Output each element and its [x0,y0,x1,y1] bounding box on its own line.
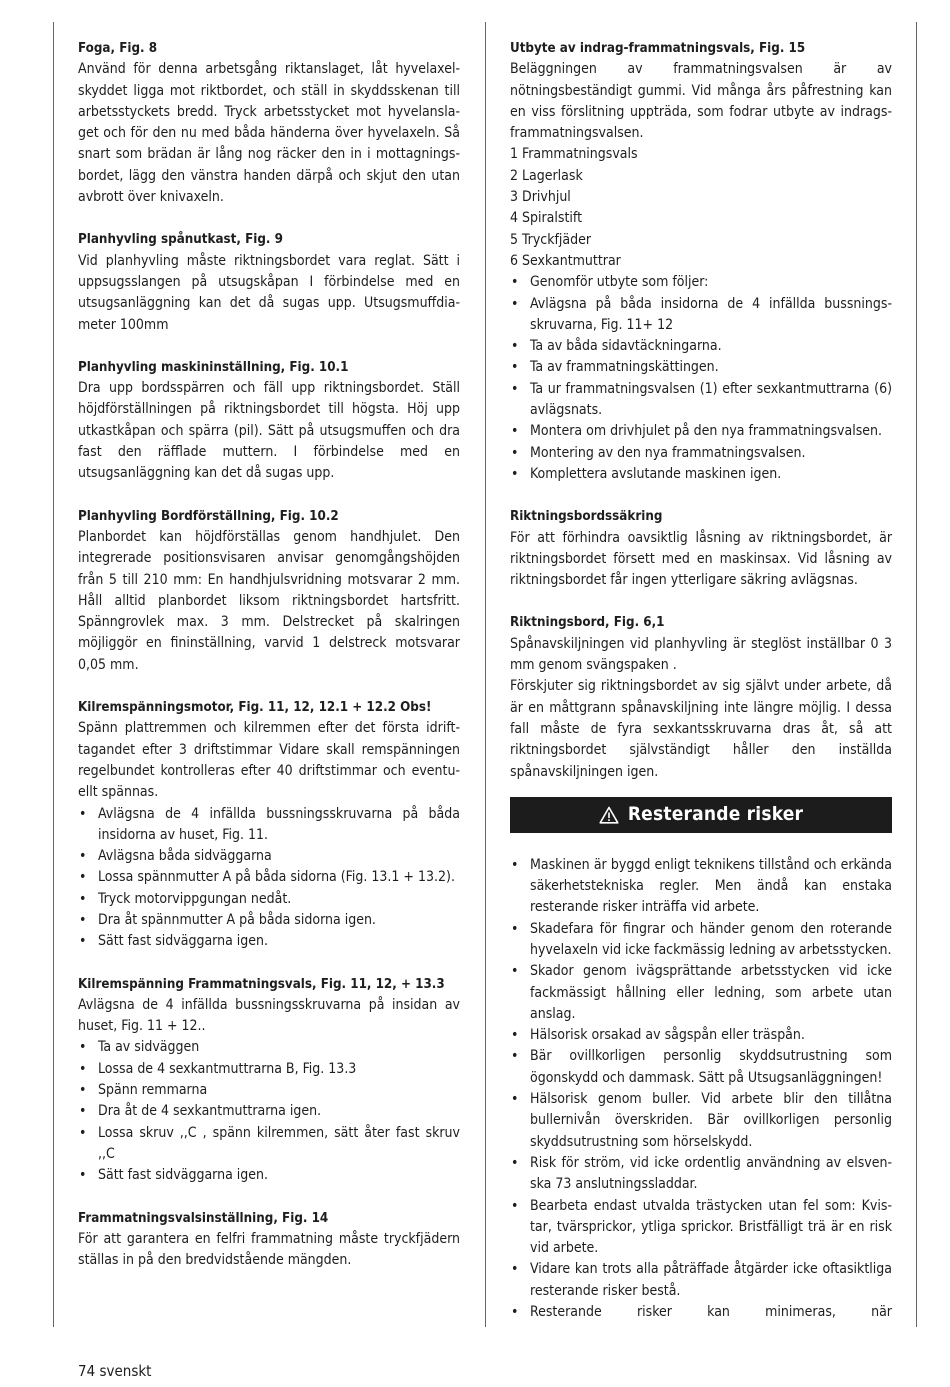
parts-list-item: 6 Sexkantmuttrar [510,252,621,269]
section-kilremspanningsmotor [78,697,460,953]
section-riktningsbordssakring [510,506,892,591]
list-item: • Avlägsna de 4 infällda bussningsskruvarna på båda insidorna av huset, Fig. 11. [78,804,460,847]
section-heading: Planhyvling spånutkast, Fig. 9 [78,232,283,248]
list-item: • Ta av sidväggen [78,1037,460,1058]
section-body: Förskjuter sig riktningsbordet av sig självt under arbete, då är en måttgrann spånavskiljning inte längre möjlig. I dessa fall måste de fyra sexkantsskruvarna dras åt, så att riktningsbordet självständigt håller den inställda spånavskiljningen igen. [510,678,892,780]
section-foga [78,38,460,208]
section-planhyvling-bordforstallning [78,506,460,676]
list-item: • Dra åt spännmutter A på båda sidorna igen. [78,910,460,931]
list-item: • Bearbeta endast utvalda trästycken utan fel som: Kvistar, tvärsprickor, ytliga sprickor. Bristfälligt trä är en risk vid arbete. [510,1196,892,1260]
residual-risks-list [510,855,892,1324]
section-heading: Riktningsbord, Fig. 6,1 [510,615,665,631]
list-item: • Vidare kan trots alla påträffade åtgärder icke oftasiktliga resterande risker bestå. [510,1259,892,1302]
list-item: • Dra åt de 4 sexkantmuttrarna igen. [78,1101,460,1122]
list-item: • Montera om drivhjulet på den nya frammatningsvalsen. [510,421,892,442]
list-item: • Ta av frammatningskättingen. [510,357,892,378]
residual-risks-banner [510,797,892,833]
section-heading: Utbyte av indrag-frammatningsvals, Fig. 15 [510,41,806,56]
list-item: • Skador genom ivägsprättande arbetsstycken vid icke fackmässigt hållning eller ledning, som arbete utan anslag. [510,961,892,1025]
list-item: • Komplettera avslutande maskinen igen. [510,464,892,485]
list-item: • Genomför utbyte som följer: [510,272,892,293]
section-utbyte-frammatningsvals [510,38,892,485]
list-item: • Avlägsna på båda insidorna de 4 infällda bussningsskruvarna, Fig. 11+ 12 [510,294,892,337]
warning-icon [599,806,619,824]
section-heading: Riktningsbordssäkring [510,509,663,525]
list-item: • Resterande risker kan minimeras, när [510,1302,892,1323]
section-heading: Planhyvling Bordförställning, Fig. 10.2 [78,508,339,524]
left-column [78,38,460,1292]
section-planhyvling-spanutkast [78,229,460,335]
list-item: • Lossa de 4 sexkantmuttrarna B, Fig. 13.3 [78,1059,460,1080]
section-frammatningsvalsinstallning [78,1208,460,1272]
section-body: Dra upp bordsspärren och fäll upp riktningsbordet. Ställ höjdförställningen på riktningsbordet till högsta. Höj upp utkastkåpan och spärra (pil). Sätt på utsugsmuffen och dra fast den räfflade muttern. I förbindelse med en utsugsanläggning kan det då sugas upp. [78,380,460,482]
parts-list-item: 5 Tryckfjäder [510,231,592,248]
section-body: För att garantera en felfri frammatning måste tryckfjädern ställas in på den bredvidstående mängden. [78,1230,460,1269]
section-body: Avlägsna de 4 infällda bussningsskruvarna på insidan av huset, Fig. 11 + 12.. [78,996,460,1035]
list-item: • Lossa spännmutter A på båda sidorna (Fig. 13.1 + 13.2). [78,867,460,888]
section-body: Vid planhyvling måste riktningsbordet vara reglat. Sätt i uppsugsslangen på utsugskåpan I förbindelse med en utsugsanläggning kan det då sugas upp. Utsugsmuffdiameter 100mm [78,252,460,333]
banner-title: Resterande risker [627,803,804,826]
page-footer: 74 svenskt [78,1362,152,1380]
list-item: • Spänn remmarna [78,1080,460,1101]
section-heading: Foga, Fig. 8 [78,41,158,56]
list-item: • Hälsorisk genom buller. Vid arbete blir den tillåtna bullernivån överskriden. Bär ovillkorligen personlig skyddsutrustning som hörselskydd. [510,1089,892,1153]
section-heading: Kilremspänningsmotor, Fig. 11, 12, 12.1 + 12.2 Obs! [78,700,432,716]
section-riktningsbord [510,612,892,782]
parts-list-item: 4 Spiralstift [510,210,583,227]
section-heading: Planhyvling maskininställning, Fig. 10.1 [78,359,349,375]
list-item: • Maskinen är byggd enligt teknikens tillstånd och erkända säkerhetstekniska regler. Men ändå kan enstaka resterande risker inträffa vid arbete. [510,855,892,919]
list-item: • Tryck motorvippgungan nedåt. [78,889,460,910]
section-body: Beläggningen av frammatningsvalsen är av nötningsbeständigt gummi. Vid många års påfrestning kan en viss förslitning uppträda, som fodrar utbyte av indragsframmatningsvalsen. [510,61,892,142]
section-body: För att förhindra oavsiktlig låsning av riktningsbordet, är riktningsbordet försett med en maskinsax. Vid låsning av riktningsbordet får ingen ytterligare säkring avlägsnas. [510,529,892,589]
section-body: Spånavskiljningen vid planhyvling är steglöst inställbar 0 3 mm genom svängspaken . [510,635,892,674]
parts-list-item: 1 Frammatningsvals [510,146,638,163]
section-body: Spänn plattremmen och kilremmen efter det första idrifttagandet efter 3 driftstimmar Vidare skall remspänningen regelbundet kontrolleras efter 40 driftstimmar och eventuellt spännas. [78,720,460,801]
section-body: Använd för denna arbetsgång riktanslaget, låt hyvelaxelskyddet ligga mot riktbordet, och ställ in skyddsskenan till arbetsstyckets bredd. Tryck arbetsstycket mot hyvelanslaget och för den nu med båda händerna över hyvelaxeln. Så snart som brädan är lång nog räcker den in i mottagningsbordet, lägg den vänstra handen därpå och skjut den utan avbrott över knivaxeln. [78,61,460,206]
list-item: • Sätt fast sidväggarna igen. [78,931,460,952]
list-item: • Risk för ström, vid icke ordentlig användning av elsvenska 73 anslutningssladdar. [510,1153,892,1196]
list-item: • Skadefara för fingrar och händer genom den roterande hyvelaxeln vid icke fackmässig ledning av arbetsstycken. [510,919,892,962]
list-item: • Sätt fast sidväggarna igen. [78,1165,460,1186]
list-item: • Avlägsna båda sidväggarna [78,846,460,867]
section-heading: Frammatningsvalsinställning, Fig. 14 [78,1210,329,1226]
list-item: • Ta av båda sidavtäckningarna. [510,336,892,357]
list-item: • Hälsorisk orsakad av sågspån eller träspån. [510,1025,892,1046]
section-body: Planbordet kan höjdförställas genom handhjulet. Den integrerade positionsvisaren anvisar genomgångshöjden från 5 till 210 mm: En handhjulsvridning motsvarar 2 mm. Håll alltid planbordet liksom riktningsbordet hartsfritt. Spänngrovlek max. 3 mm. Delstrecket på skalringen möjliggör en fininställning, varvid 1 delstreck motsvarar 0,05 mm. [78,528,460,673]
parts-list-item: 2 Lagerlask [510,167,583,184]
section-kilremspanning-frammatningsvals [78,974,460,1187]
parts-list-item: 3 Drivhjul [510,189,571,206]
list-item: • Bär ovillkorligen personlig skyddsutrustning som ögonskydd och dammask. Sätt på Utsugsanläggningen! [510,1046,892,1089]
section-planhyvling-maskininstallning [78,357,460,485]
section-heading: Kilremspänning Frammatningsvals, Fig. 11, 12, + 13.3 [78,976,445,992]
list-item: • Ta ur frammatningsvalsen (1) efter sexkantmuttrarna (6) avlägsnats. [510,379,892,422]
right-column [510,38,892,1323]
right-column-rule [916,22,917,1327]
list-item: • Lossa skruv ,,C , spänn kilremmen, sätt åter fast skruv ,,C [78,1123,460,1166]
list-item: • Montering av den nya frammatningsvalsen. [510,443,892,464]
center-column-rule [485,22,486,1327]
left-column-rule [53,22,54,1327]
